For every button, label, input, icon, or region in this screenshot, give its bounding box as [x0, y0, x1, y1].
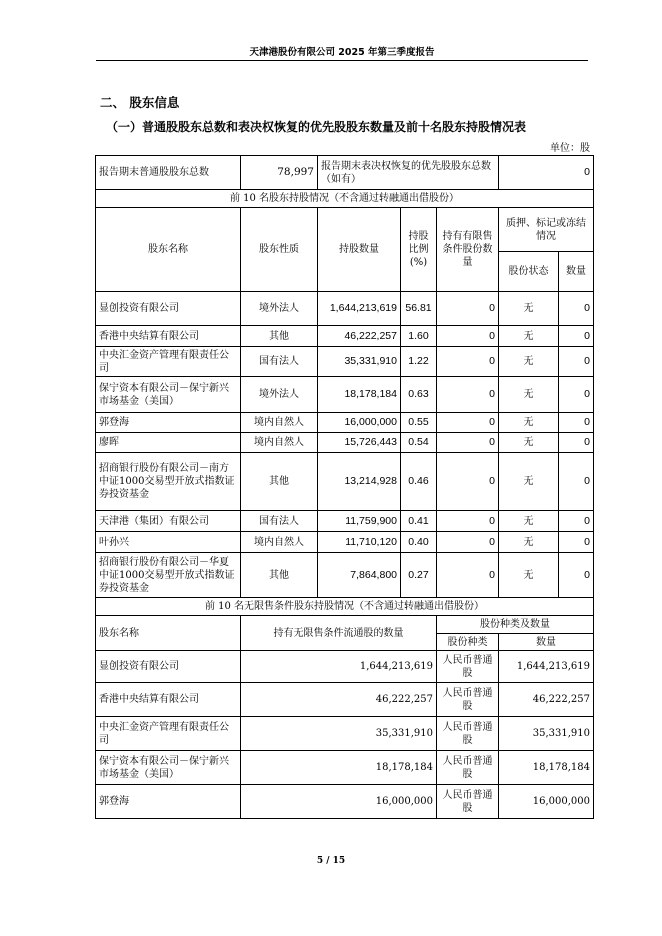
holder-name: 廖晖	[96, 433, 241, 453]
holder-pledge-qty: 0	[559, 532, 594, 553]
top10-row	[96, 347, 594, 377]
holder-name: 郭登海	[96, 413, 241, 433]
holder-name: 叶孙兴	[96, 532, 241, 553]
col-header-ratio: 持股比例(%)	[401, 208, 437, 292]
holder-pledge-qty: 0	[559, 433, 594, 453]
holder-shares: 15,726,443	[318, 433, 401, 453]
page-number: 5 / 15	[316, 856, 346, 866]
holder-shares: 35,331,910	[318, 347, 401, 377]
holder-pledge-status: 无	[499, 532, 559, 553]
holder-restricted: 0	[437, 347, 499, 377]
top10-row	[96, 532, 594, 553]
holder-ratio: 0.40	[401, 532, 437, 553]
u-holder-name: 香港中央结算有限公司	[96, 683, 241, 717]
unrestricted-row	[96, 717, 594, 751]
holder-shares: 11,759,900	[318, 511, 401, 532]
holder-pledge-qty: 0	[559, 347, 594, 377]
u-holder-kind-qty: 16,000,000	[499, 785, 594, 819]
holder-pledge-status: 无	[499, 453, 559, 511]
u-holder-qty: 35,331,910	[241, 717, 437, 751]
col-header-pledge-qty: 数量	[559, 252, 594, 292]
col-header-name: 股东名称	[96, 208, 241, 292]
holder-ratio: 1.60	[401, 326, 437, 347]
u-holder-name: 郭登海	[96, 785, 241, 819]
holder-shares: 13,214,928	[318, 453, 401, 511]
holder-pledge-status: 无	[499, 347, 559, 377]
col-header-pledge: 质押、标记或冻结情况	[499, 208, 594, 252]
holder-restricted: 0	[437, 292, 499, 326]
u-holder-name: 显创投资有限公司	[96, 651, 241, 683]
top10-row	[96, 413, 594, 433]
u-holder-kind: 人民币普通股	[437, 651, 499, 683]
holder-pledge-qty: 0	[559, 377, 594, 413]
holder-pledge-qty: 0	[559, 292, 594, 326]
holder-pledge-status: 无	[499, 292, 559, 326]
top10-row	[96, 511, 594, 532]
holder-nature: 境内自然人	[241, 433, 318, 453]
top10-row	[96, 292, 594, 326]
holder-nature: 境外法人	[241, 292, 318, 326]
u-col-header-kind-group: 股份种类及数量	[437, 616, 594, 634]
col-header-restricted: 持有有限售条件股份数量	[437, 208, 499, 292]
unrestricted-row	[96, 683, 594, 717]
holder-shares: 16,000,000	[318, 413, 401, 433]
pref-holders-value: 0	[499, 156, 594, 190]
holder-pledge-status: 无	[499, 413, 559, 433]
u-holder-name: 中央汇金资产管理有限责任公司	[96, 717, 241, 751]
holder-pledge-status: 无	[499, 326, 559, 347]
holder-pledge-qty: 0	[559, 511, 594, 532]
holder-name: 保宁资本有限公司－保宁新兴市场基金（美国）	[96, 377, 241, 413]
unrestricted-row	[96, 651, 594, 683]
holder-nature: 其他	[241, 453, 318, 511]
holder-pledge-qty: 0	[559, 453, 594, 511]
top10-row	[96, 326, 594, 347]
holder-name: 中央汇金资产管理有限责任公司	[96, 347, 241, 377]
holder-shares: 11,710,120	[318, 532, 401, 553]
u-holder-qty: 18,178,184	[241, 751, 437, 785]
unrestricted-caption-row	[96, 598, 594, 616]
subsection-title: （一）普通股股东总数和表决权恢复的优先股股东数量及前十名股东持股情况表	[106, 120, 527, 134]
holder-shares: 46,222,257	[318, 326, 401, 347]
u-holder-kind: 人民币普通股	[437, 717, 499, 751]
holder-name: 天津港（集团）有限公司	[96, 511, 241, 532]
holder-pledge-qty: 0	[559, 413, 594, 433]
u-col-header-qty: 持有无限售条件流通股的数量	[241, 616, 437, 651]
top10-caption: 前 10 名股东持股情况（不含通过转融通出借股份）	[96, 190, 594, 208]
holder-name: 香港中央结算有限公司	[96, 326, 241, 347]
col-header-nature: 股东性质	[241, 208, 318, 292]
u-holder-kind: 人民币普通股	[437, 785, 499, 819]
holder-pledge-status: 无	[499, 553, 559, 598]
unit-label: 单位：股	[550, 143, 590, 154]
holder-nature: 境外法人	[241, 377, 318, 413]
u-holder-name: 保宁资本有限公司－保宁新兴市场基金（美国）	[96, 751, 241, 785]
unrestricted-header-row	[96, 616, 594, 634]
holder-restricted: 0	[437, 377, 499, 413]
holder-nature: 境内自然人	[241, 532, 318, 553]
holder-restricted: 0	[437, 326, 499, 347]
shareholder-table	[95, 155, 594, 819]
page-header: 天津港股份有限公司 2025 年第三季度报告	[249, 47, 435, 58]
unrestricted-row	[96, 785, 594, 819]
holder-name: 显创投资有限公司	[96, 292, 241, 326]
holder-pledge-qty: 0	[559, 553, 594, 598]
holder-pledge-status: 无	[499, 511, 559, 532]
holder-shares: 18,178,184	[318, 377, 401, 413]
holder-shares: 1,644,213,619	[318, 292, 401, 326]
holder-restricted: 0	[437, 532, 499, 553]
holder-restricted: 0	[437, 553, 499, 598]
holder-nature: 其他	[241, 553, 318, 598]
holder-ratio: 0.55	[401, 413, 437, 433]
pref-holders-label: 报告期末表决权恢复的优先股股东总数（如有）	[318, 156, 499, 190]
u-holder-kind-qty: 1,644,213,619	[499, 651, 594, 683]
top10-header-row	[96, 208, 594, 252]
col-header-shares: 持股数量	[318, 208, 401, 292]
top10-row	[96, 553, 594, 598]
holder-name: 招商银行股份有限公司－南方中证1000交易型开放式指数证券投资基金	[96, 453, 241, 511]
holder-pledge-status: 无	[499, 377, 559, 413]
u-holder-kind-qty: 18,178,184	[499, 751, 594, 785]
holder-ratio: 1.22	[401, 347, 437, 377]
holder-ratio: 56.81	[401, 292, 437, 326]
holder-nature: 国有法人	[241, 347, 318, 377]
holder-restricted: 0	[437, 413, 499, 433]
holder-shares: 7,864,800	[318, 553, 401, 598]
holder-pledge-status: 无	[499, 433, 559, 453]
holder-nature: 国有法人	[241, 511, 318, 532]
holder-pledge-qty: 0	[559, 326, 594, 347]
unrestricted-caption: 前 10 名无限售条件股东持股情况（不含通过转融通出借股份）	[96, 598, 594, 616]
unrestricted-row	[96, 751, 594, 785]
u-holder-kind: 人民币普通股	[437, 683, 499, 717]
u-col-header-name: 股东名称	[96, 616, 241, 651]
u-col-header-kind-qty: 数量	[499, 634, 594, 651]
u-holder-kind-qty: 46,222,257	[499, 683, 594, 717]
summary-row	[96, 156, 594, 190]
u-holder-kind-qty: 35,331,910	[499, 717, 594, 751]
holder-name: 招商银行股份有限公司－华夏中证1000交易型开放式指数证券投资基金	[96, 553, 241, 598]
holder-ratio: 0.41	[401, 511, 437, 532]
top10-row	[96, 433, 594, 453]
top10-row	[96, 377, 594, 413]
holder-restricted: 0	[437, 511, 499, 532]
u-holder-qty: 1,644,213,619	[241, 651, 437, 683]
holder-restricted: 0	[437, 453, 499, 511]
header-divider	[96, 60, 588, 61]
col-header-pledge-status: 股份状态	[499, 252, 559, 292]
holder-ratio: 0.27	[401, 553, 437, 598]
holder-ratio: 0.54	[401, 433, 437, 453]
common-holders-value: 78,997	[241, 156, 318, 190]
top10-row	[96, 453, 594, 511]
u-holder-qty: 46,222,257	[241, 683, 437, 717]
u-holder-qty: 16,000,000	[241, 785, 437, 819]
holder-ratio: 0.46	[401, 453, 437, 511]
top10-caption-row	[96, 190, 594, 208]
holder-nature: 其他	[241, 326, 318, 347]
holder-restricted: 0	[437, 433, 499, 453]
section-title: 二、 股东信息	[100, 95, 180, 110]
common-holders-label: 报告期末普通股股东总数	[96, 156, 241, 190]
holder-nature: 境内自然人	[241, 413, 318, 433]
u-col-header-kind: 股份种类	[437, 634, 499, 651]
u-holder-kind: 人民币普通股	[437, 751, 499, 785]
holder-ratio: 0.63	[401, 377, 437, 413]
